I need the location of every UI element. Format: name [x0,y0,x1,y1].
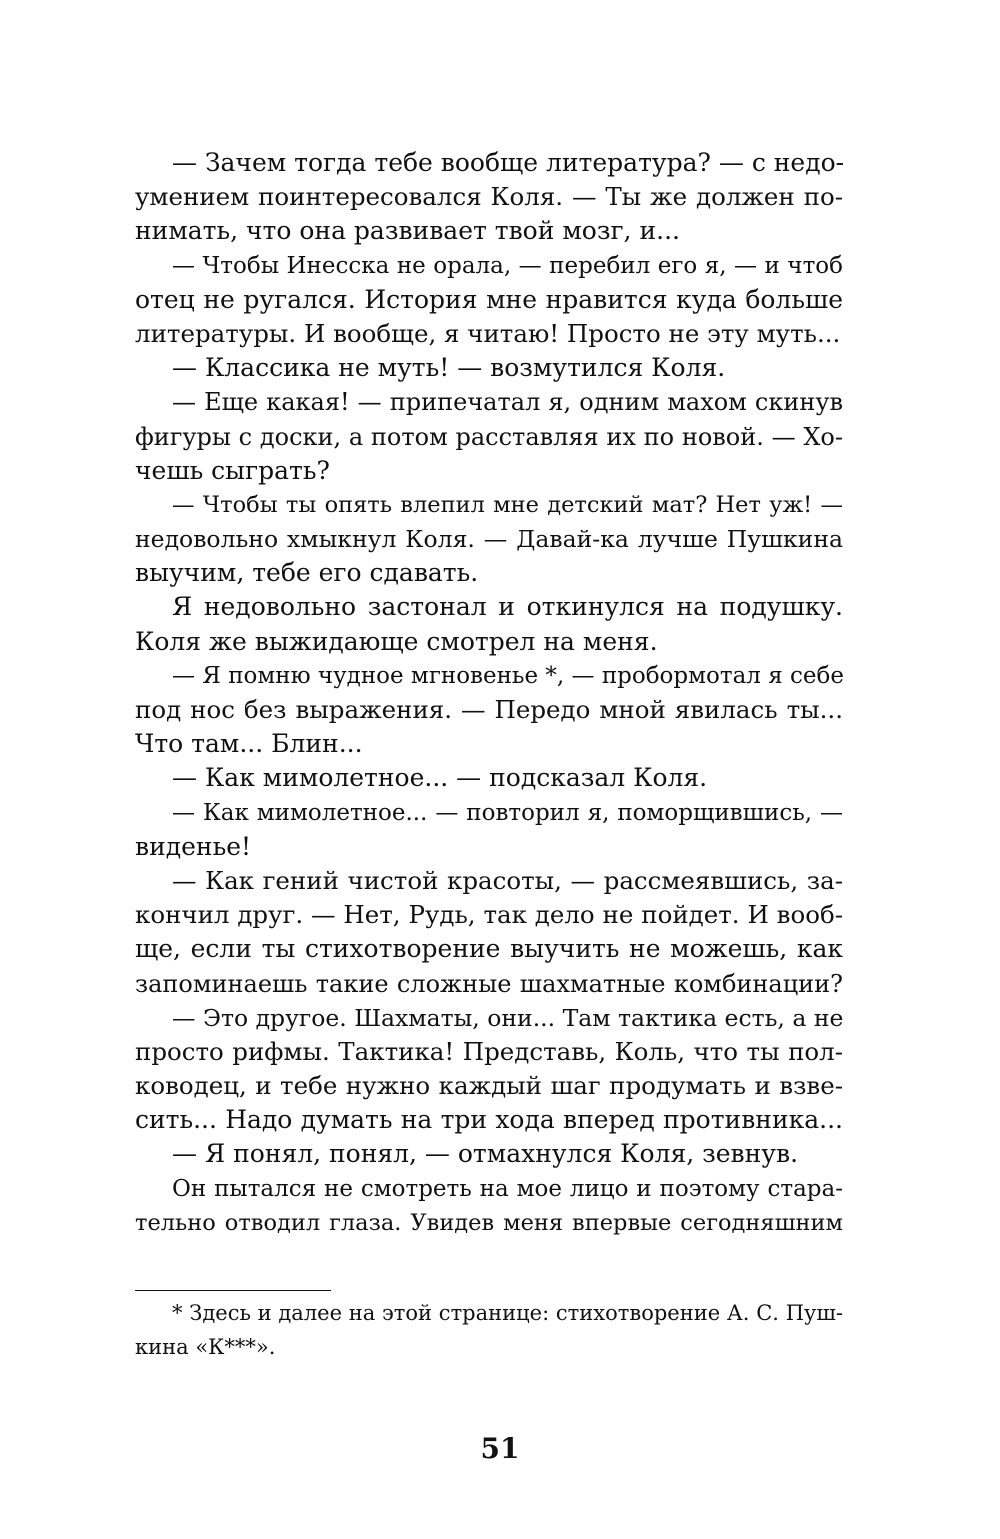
text-line: недовольно хмыкнул Коля. — Давай-ка лучше Пушкина [135,525,843,554]
text-line: чешь сыграть? [135,455,330,485]
text-line: Я недовольно застонал и откинулся на подушку. [172,592,843,622]
footnote-rule [135,1290,331,1291]
text-line: ководец, и тебе нужно каждый шаг продумать и взве- [135,1071,843,1101]
text-line: — Зачем тогда тебе вообще литература? — с недо- [172,148,845,177]
text-line: — Чтобы Инесска не орала, — перебил его я, — и чтоб [172,252,843,279]
text-line: запоминаешь такие сложные шахматные комбинации? [135,969,843,998]
text-line: — Как мимолетное... — повторил я, поморщившись, — [172,799,843,826]
text-line: умением поинтересовался Коля. — Ты же должен по- [135,182,843,212]
text-line: просто рифмы. Тактика! Представь, Коль, что ты пол- [135,1036,843,1066]
text-line: Что там... Блин... [135,729,363,759]
body-text [135,146,843,1240]
text-line: Он пытался не смотреть на мое лицо и поэтому стара- [172,1175,843,1202]
text-line: — Я помню чудное мгновенье *, — пробормотал я себе [172,662,844,689]
text-line: — Еще какая! — припечатал я, одним махом скинув [172,388,843,417]
text-line: ще, если ты стихотворение выучить не можешь, как [135,934,843,964]
page-number: 51 [480,1432,520,1465]
text-line: — Я понял, понял, — отмахнулся Коля, зевнув. [172,1139,799,1169]
text-line: выучим, тебе его сдавать. [135,558,479,588]
text-line: — Как гений чистой красоты, — рассмеявшись, за- [172,865,843,895]
footnote [135,1296,843,1364]
text-line: виденье! [135,831,252,861]
text-line: нимать, что она развивает твой мозг, и... [135,216,680,246]
footnote-line: кина «К***». [135,1335,276,1359]
text-line: литературы. И вообще, я читаю! Просто не эту муть... [135,318,841,348]
text-line: сить... Надо думать на три хода вперед противника... [135,1105,843,1135]
text-line: отец не ругался. История мне нравится куда больше [135,284,843,314]
text-line: — Чтобы ты опять влепил мне детский мат? Нет уж! — [172,491,843,518]
text-line: — Это другое. Шахматы, они... Там тактика есть, а не [172,1003,844,1032]
footnote-line: * Здесь и далее на этой странице: стихотворение А. С. Пуш- [172,1301,843,1325]
text-line: под нос без выражения. — Передо мной явилась ты... [135,695,843,724]
text-line: — Классика не муть! — возмутился Коля. [172,353,726,383]
text-line: — Как мимолетное... — подсказал Коля. [172,763,708,793]
text-line: тельно отводил глаза. Увидев меня впервые сегодняшним [135,1209,843,1236]
text-line: кончил друг. — Нет, Рудь, так дело не пойдет. И вооб- [135,900,843,930]
text-line: Коля же выжидающе смотрел на меня. [135,626,658,656]
text-line: фигуры с доски, а потом расставляя их по новой. — Хо- [135,422,843,451]
